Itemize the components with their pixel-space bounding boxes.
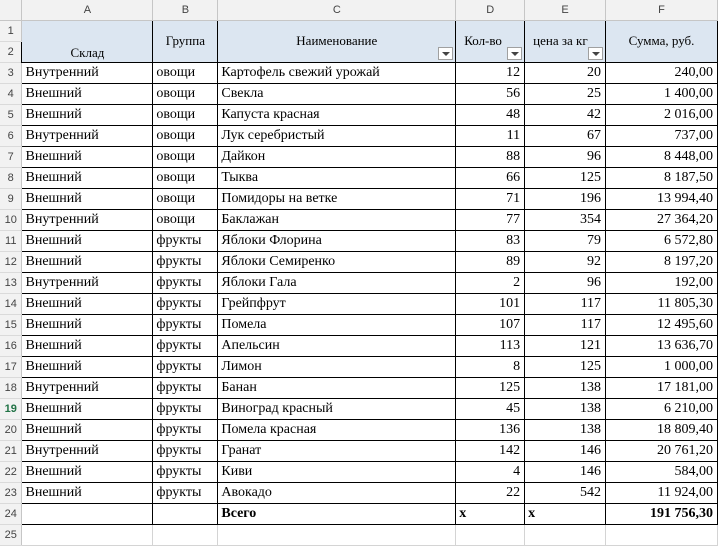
cell-sum[interactable]: 13 636,70 [606, 335, 718, 356]
cell-sum[interactable]: 18 809,40 [606, 419, 718, 440]
table-row [0, 419, 718, 440]
row-header[interactable]: 19 [0, 398, 22, 419]
cell-name[interactable]: Помела красная [218, 419, 456, 440]
header-naimenovanie[interactable] [218, 20, 456, 62]
empty-cell[interactable] [218, 524, 456, 545]
cell-name[interactable]: Помела [218, 314, 456, 335]
header-kolvo-label: Кол-во [464, 32, 502, 48]
table-row [0, 314, 718, 335]
cell-gruppa[interactable]: фрукты [153, 419, 218, 440]
cell-sklad[interactable]: Внутренний [22, 440, 153, 461]
table-row [0, 167, 718, 188]
cell-price[interactable]: 354 [525, 209, 606, 230]
empty-cell[interactable] [22, 524, 153, 545]
cell-gruppa[interactable]: фрукты [153, 461, 218, 482]
cell-sum[interactable]: 6 572,80 [606, 230, 718, 251]
cell-sklad[interactable]: Внешний [22, 356, 153, 377]
row-header[interactable]: 1 [0, 20, 22, 41]
table-row [0, 398, 718, 419]
table-row [0, 461, 718, 482]
cell-gruppa[interactable]: фрукты [153, 230, 218, 251]
cell-gruppa[interactable]: фрукты [153, 398, 218, 419]
table-row [0, 83, 718, 104]
cell-sklad[interactable]: Внешний [22, 293, 153, 314]
cell-qty[interactable]: 48 [456, 104, 525, 125]
empty-cell[interactable] [525, 524, 606, 545]
cell-sum[interactable]: 2 016,00 [606, 104, 718, 125]
cell-qty[interactable]: 22 [456, 482, 525, 503]
row-header[interactable]: 25 [0, 524, 22, 545]
cell-sum[interactable]: 1 400,00 [606, 83, 718, 104]
cell-qty[interactable]: 11 [456, 125, 525, 146]
row-header[interactable]: 24 [0, 503, 22, 524]
cell-sklad[interactable]: Внешний [22, 419, 153, 440]
cell-sum[interactable]: 27 364,20 [606, 209, 718, 230]
row-header[interactable]: 22 [0, 461, 22, 482]
cell-sklad[interactable]: Внутренний [22, 377, 153, 398]
column-header-e[interactable]: E [525, 0, 606, 20]
cell-sum[interactable]: 8 448,00 [606, 146, 718, 167]
cell-qty[interactable]: 56 [456, 83, 525, 104]
cell-gruppa[interactable]: фрукты [153, 272, 218, 293]
cell-qty[interactable]: 89 [456, 251, 525, 272]
table-row [0, 251, 718, 272]
cell-gruppa[interactable]: фрукты [153, 377, 218, 398]
total-price[interactable]: x [525, 503, 606, 524]
cell-sum[interactable]: 12 495,60 [606, 314, 718, 335]
cell-gruppa[interactable]: овощи [153, 83, 218, 104]
cell-qty[interactable]: 125 [456, 377, 525, 398]
header-gruppa[interactable] [153, 20, 218, 62]
filter-dropdown-icon[interactable] [438, 47, 453, 60]
cell-sum[interactable]: 20 761,20 [606, 440, 718, 461]
cell-name[interactable]: Тыква [218, 167, 456, 188]
cell-qty[interactable]: 12 [456, 62, 525, 83]
row-header[interactable]: 10 [0, 209, 22, 230]
cell-price[interactable]: 117 [525, 293, 606, 314]
column-header-c[interactable]: C [218, 0, 456, 20]
cell-sklad[interactable]: Внешний [22, 482, 153, 503]
cell-price[interactable]: 92 [525, 251, 606, 272]
filter-dropdown-icon[interactable] [588, 47, 603, 60]
cell-price[interactable]: 138 [525, 377, 606, 398]
row-header[interactable]: 17 [0, 356, 22, 377]
cell-sklad[interactable]: Внешний [22, 104, 153, 125]
cell-sklad[interactable]: Внешний [22, 83, 153, 104]
cell-price[interactable]: 125 [525, 167, 606, 188]
cell-sklad[interactable]: Внутренний [22, 272, 153, 293]
cell-name[interactable]: Дайкон [218, 146, 456, 167]
cell-name[interactable]: Лимон [218, 356, 456, 377]
table-row [0, 209, 718, 230]
cell-qty[interactable]: 2 [456, 272, 525, 293]
cell-qty[interactable]: 107 [456, 314, 525, 335]
cell-name[interactable]: Яблоки Флорина [218, 230, 456, 251]
header-sklad[interactable] [22, 20, 153, 62]
cell-gruppa[interactable]: овощи [153, 125, 218, 146]
cell-gruppa[interactable]: фрукты [153, 335, 218, 356]
cell-sum[interactable]: 8 197,20 [606, 251, 718, 272]
cell-price[interactable]: 96 [525, 272, 606, 293]
cell-name[interactable]: Гранат [218, 440, 456, 461]
table-row [0, 104, 718, 125]
empty-cell[interactable] [153, 524, 218, 545]
cell-gruppa[interactable]: фрукты [153, 293, 218, 314]
cell-qty[interactable]: 136 [456, 419, 525, 440]
total-label[interactable]: Всего [218, 503, 456, 524]
row-header[interactable]: 16 [0, 335, 22, 356]
cell-sklad[interactable]: Внешний [22, 461, 153, 482]
cell-price[interactable]: 25 [525, 83, 606, 104]
cell-name[interactable]: Киви [218, 461, 456, 482]
cell-gruppa[interactable]: фрукты [153, 251, 218, 272]
table-row [0, 440, 718, 461]
cell-qty[interactable]: 142 [456, 440, 525, 461]
column-header-a[interactable]: A [22, 0, 153, 20]
cell-price[interactable]: 146 [525, 440, 606, 461]
cell-sklad[interactable]: Внешний [22, 251, 153, 272]
cell-name[interactable]: Грейпфрут [218, 293, 456, 314]
row-header[interactable]: 14 [0, 293, 22, 314]
table-row [0, 188, 718, 209]
cell-qty[interactable]: 45 [456, 398, 525, 419]
cell-qty[interactable]: 4 [456, 461, 525, 482]
cell-gruppa[interactable]: овощи [153, 188, 218, 209]
row-header[interactable]: 23 [0, 482, 22, 503]
cell-sum[interactable]: 192,00 [606, 272, 718, 293]
cell-name[interactable]: Авокадо [218, 482, 456, 503]
cell-sum[interactable]: 17 181,00 [606, 377, 718, 398]
cell-name[interactable]: Капуста красная [218, 104, 456, 125]
cell-sum[interactable]: 737,00 [606, 125, 718, 146]
cell-empty[interactable] [22, 503, 153, 524]
total-row [0, 503, 718, 524]
cell-gruppa[interactable]: фрукты [153, 314, 218, 335]
table-row [0, 482, 718, 503]
cell-sklad[interactable]: Внешний [22, 335, 153, 356]
row-header[interactable]: 6 [0, 125, 22, 146]
cell-price[interactable]: 146 [525, 461, 606, 482]
cell-price[interactable]: 42 [525, 104, 606, 125]
cell-qty[interactable]: 66 [456, 167, 525, 188]
row-header[interactable]: 13 [0, 272, 22, 293]
cell-price[interactable]: 117 [525, 314, 606, 335]
cell-price[interactable]: 138 [525, 398, 606, 419]
cell-gruppa[interactable]: фрукты [153, 356, 218, 377]
table-row [0, 356, 718, 377]
cell-sklad[interactable]: Внутренний [22, 62, 153, 83]
header-gruppa-label: Группа [165, 32, 205, 48]
cell-sum[interactable]: 584,00 [606, 461, 718, 482]
cell-gruppa[interactable]: овощи [153, 209, 218, 230]
cell-qty[interactable]: 77 [456, 209, 525, 230]
cell-sum[interactable]: 240,00 [606, 62, 718, 83]
total-qty[interactable]: x [456, 503, 525, 524]
header-kolvo[interactable] [456, 20, 525, 62]
cell-name[interactable]: Виноград красный [218, 398, 456, 419]
cell-gruppa[interactable]: овощи [153, 62, 218, 83]
header-summa-label: Сумма, руб. [628, 32, 695, 48]
row-header[interactable]: 3 [0, 62, 22, 83]
cell-gruppa[interactable]: фрукты [153, 482, 218, 503]
cell-qty[interactable]: 113 [456, 335, 525, 356]
header-cena-label: цена за кг [533, 32, 588, 48]
cell-gruppa[interactable]: фрукты [153, 440, 218, 461]
cell-empty[interactable] [153, 503, 218, 524]
table-row [0, 146, 718, 167]
cell-price[interactable]: 79 [525, 230, 606, 251]
cell-sum[interactable]: 13 994,40 [606, 188, 718, 209]
cell-price[interactable]: 67 [525, 125, 606, 146]
table-row [0, 293, 718, 314]
cell-name[interactable]: Яблоки Семиренко [218, 251, 456, 272]
cell-price[interactable]: 20 [525, 62, 606, 83]
cell-sklad[interactable]: Внешний [22, 314, 153, 335]
cell-qty[interactable]: 83 [456, 230, 525, 251]
cell-gruppa[interactable]: овощи [153, 104, 218, 125]
table-row [0, 62, 718, 83]
cell-name[interactable]: Свекла [218, 83, 456, 104]
empty-row [0, 524, 718, 545]
cell-sklad[interactable]: Внешний [22, 167, 153, 188]
row-header[interactable]: 2 [0, 41, 22, 62]
cell-qty[interactable]: 88 [456, 146, 525, 167]
cell-sklad[interactable]: Внешний [22, 188, 153, 209]
cell-name[interactable]: Яблоки Гала [218, 272, 456, 293]
cell-sklad[interactable]: Внешний [22, 146, 153, 167]
cell-sum[interactable]: 1 000,00 [606, 356, 718, 377]
total-sum[interactable]: 191 756,30 [606, 503, 718, 524]
table-row [0, 230, 718, 251]
row-header[interactable]: 7 [0, 146, 22, 167]
row-header[interactable]: 8 [0, 167, 22, 188]
cell-name[interactable]: Банан [218, 377, 456, 398]
cell-price[interactable]: 125 [525, 356, 606, 377]
cell-price[interactable]: 96 [525, 146, 606, 167]
cell-sklad[interactable]: Внешний [22, 230, 153, 251]
column-header-f[interactable]: F [606, 0, 718, 20]
cell-name[interactable]: Баклажан [218, 209, 456, 230]
empty-cell[interactable] [456, 524, 525, 545]
table-row [0, 272, 718, 293]
cell-price[interactable]: 542 [525, 482, 606, 503]
row-header[interactable]: 15 [0, 314, 22, 335]
cell-price[interactable]: 138 [525, 419, 606, 440]
column-header-b[interactable]: B [153, 0, 218, 20]
table-row [0, 125, 718, 146]
cell-qty[interactable]: 71 [456, 188, 525, 209]
row-header[interactable]: 20 [0, 419, 22, 440]
row-header[interactable]: 21 [0, 440, 22, 461]
cell-sklad[interactable]: Внутренний [22, 125, 153, 146]
header-sklad-label: Склад [70, 44, 105, 60]
cell-qty[interactable]: 101 [456, 293, 525, 314]
cell-price[interactable]: 121 [525, 335, 606, 356]
row-header[interactable]: 18 [0, 377, 22, 398]
cell-name[interactable]: Лук серебристый [218, 125, 456, 146]
row-header[interactable]: 9 [0, 188, 22, 209]
column-header-d[interactable]: D [456, 0, 525, 20]
table-row [0, 377, 718, 398]
cell-sum[interactable]: 8 187,50 [606, 167, 718, 188]
header-naimenovanie-label: Наименование [296, 32, 378, 48]
cell-price[interactable]: 196 [525, 188, 606, 209]
header-cena[interactable] [525, 20, 606, 62]
table-row [0, 335, 718, 356]
filter-dropdown-icon[interactable] [507, 47, 522, 60]
empty-cell[interactable] [606, 524, 718, 545]
cell-gruppa[interactable]: овощи [153, 167, 218, 188]
cell-sum[interactable]: 6 210,00 [606, 398, 718, 419]
row-header[interactable]: 12 [0, 251, 22, 272]
select-all-corner[interactable] [0, 0, 22, 20]
cell-gruppa[interactable]: овощи [153, 146, 218, 167]
cell-sklad[interactable]: Внутренний [22, 209, 153, 230]
cell-sum[interactable]: 11 805,30 [606, 293, 718, 314]
row-header[interactable]: 5 [0, 104, 22, 125]
cell-sklad[interactable]: Внешний [22, 398, 153, 419]
row-header[interactable]: 11 [0, 230, 22, 251]
row-header[interactable]: 4 [0, 83, 22, 104]
cell-name[interactable]: Помидоры на ветке [218, 188, 456, 209]
cell-name[interactable]: Апельсин [218, 335, 456, 356]
cell-name[interactable]: Картофель свежий урожай [218, 62, 456, 83]
cell-qty[interactable]: 8 [456, 356, 525, 377]
header-summa[interactable] [606, 20, 718, 62]
cell-sum[interactable]: 11 924,00 [606, 482, 718, 503]
